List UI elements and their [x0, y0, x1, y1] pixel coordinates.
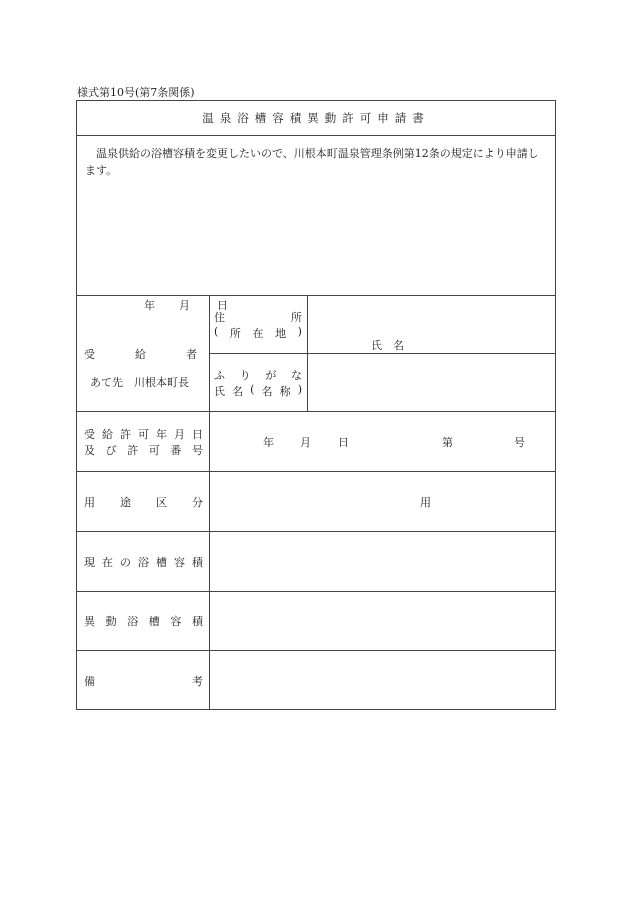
- divider-current-volume: [77, 591, 555, 592]
- application-date: [77, 297, 555, 313]
- application-form: [76, 100, 556, 710]
- recipient-label: 受 給 者: [84, 348, 197, 361]
- permit-label-line2: 及 び 許 可 番 号: [84, 444, 203, 457]
- label-column-divider: [209, 295, 210, 709]
- title-row: [77, 101, 555, 136]
- divider-recipient: [77, 411, 555, 412]
- permit-label-line1: 受 給 許 可 年 月 日: [84, 428, 203, 441]
- address-label-top: 住 所: [214, 311, 302, 324]
- applicant-name-label: 氏 名: [371, 339, 404, 352]
- permit-day-label: 日: [338, 436, 349, 449]
- date-month-label: 月: [179, 299, 190, 312]
- usage-label: 用 途 区 分: [84, 496, 203, 509]
- current-volume-label: 現 在 の 浴 槽 容 積: [84, 556, 203, 569]
- address-label-bottom: ( 所 在 地 ): [214, 325, 302, 340]
- date-year-label: 年: [144, 299, 155, 312]
- usage-value-suffix: 用: [420, 496, 431, 509]
- divider-recipient-mid: [209, 353, 555, 354]
- remarks-label: 備 考: [84, 675, 203, 688]
- divider-header: [77, 295, 555, 296]
- addressee: あて先 川根本町長: [90, 376, 189, 389]
- date-day-label: 日: [217, 299, 228, 312]
- application-statement: 温泉供給の浴槽容積を変更したいので、川根本町温泉管理条例第12条の規定により申請します。: [85, 147, 539, 177]
- permit-month-label: 月: [300, 436, 311, 449]
- changed-volume-label: 異 動 浴 槽 容 積: [84, 615, 203, 628]
- form-title: 温泉浴槽容積異動許可申請書: [202, 111, 430, 125]
- recipient-subcolumn-divider: [307, 295, 308, 411]
- permit-year-label: 年: [263, 436, 274, 449]
- permit-number-suffix: 号: [514, 436, 525, 449]
- addressee-line: [77, 374, 555, 390]
- divider-changed-volume: [77, 650, 555, 651]
- divider-usage: [77, 531, 555, 532]
- divider-permit: [77, 471, 555, 472]
- permit-number-prefix: 第: [442, 436, 453, 449]
- name-label: 氏 名 ( 名 称 ): [214, 383, 302, 398]
- furigana-label: ふ り が な: [214, 369, 302, 382]
- form-number-label: 様式第10号(第7条関係): [77, 86, 195, 99]
